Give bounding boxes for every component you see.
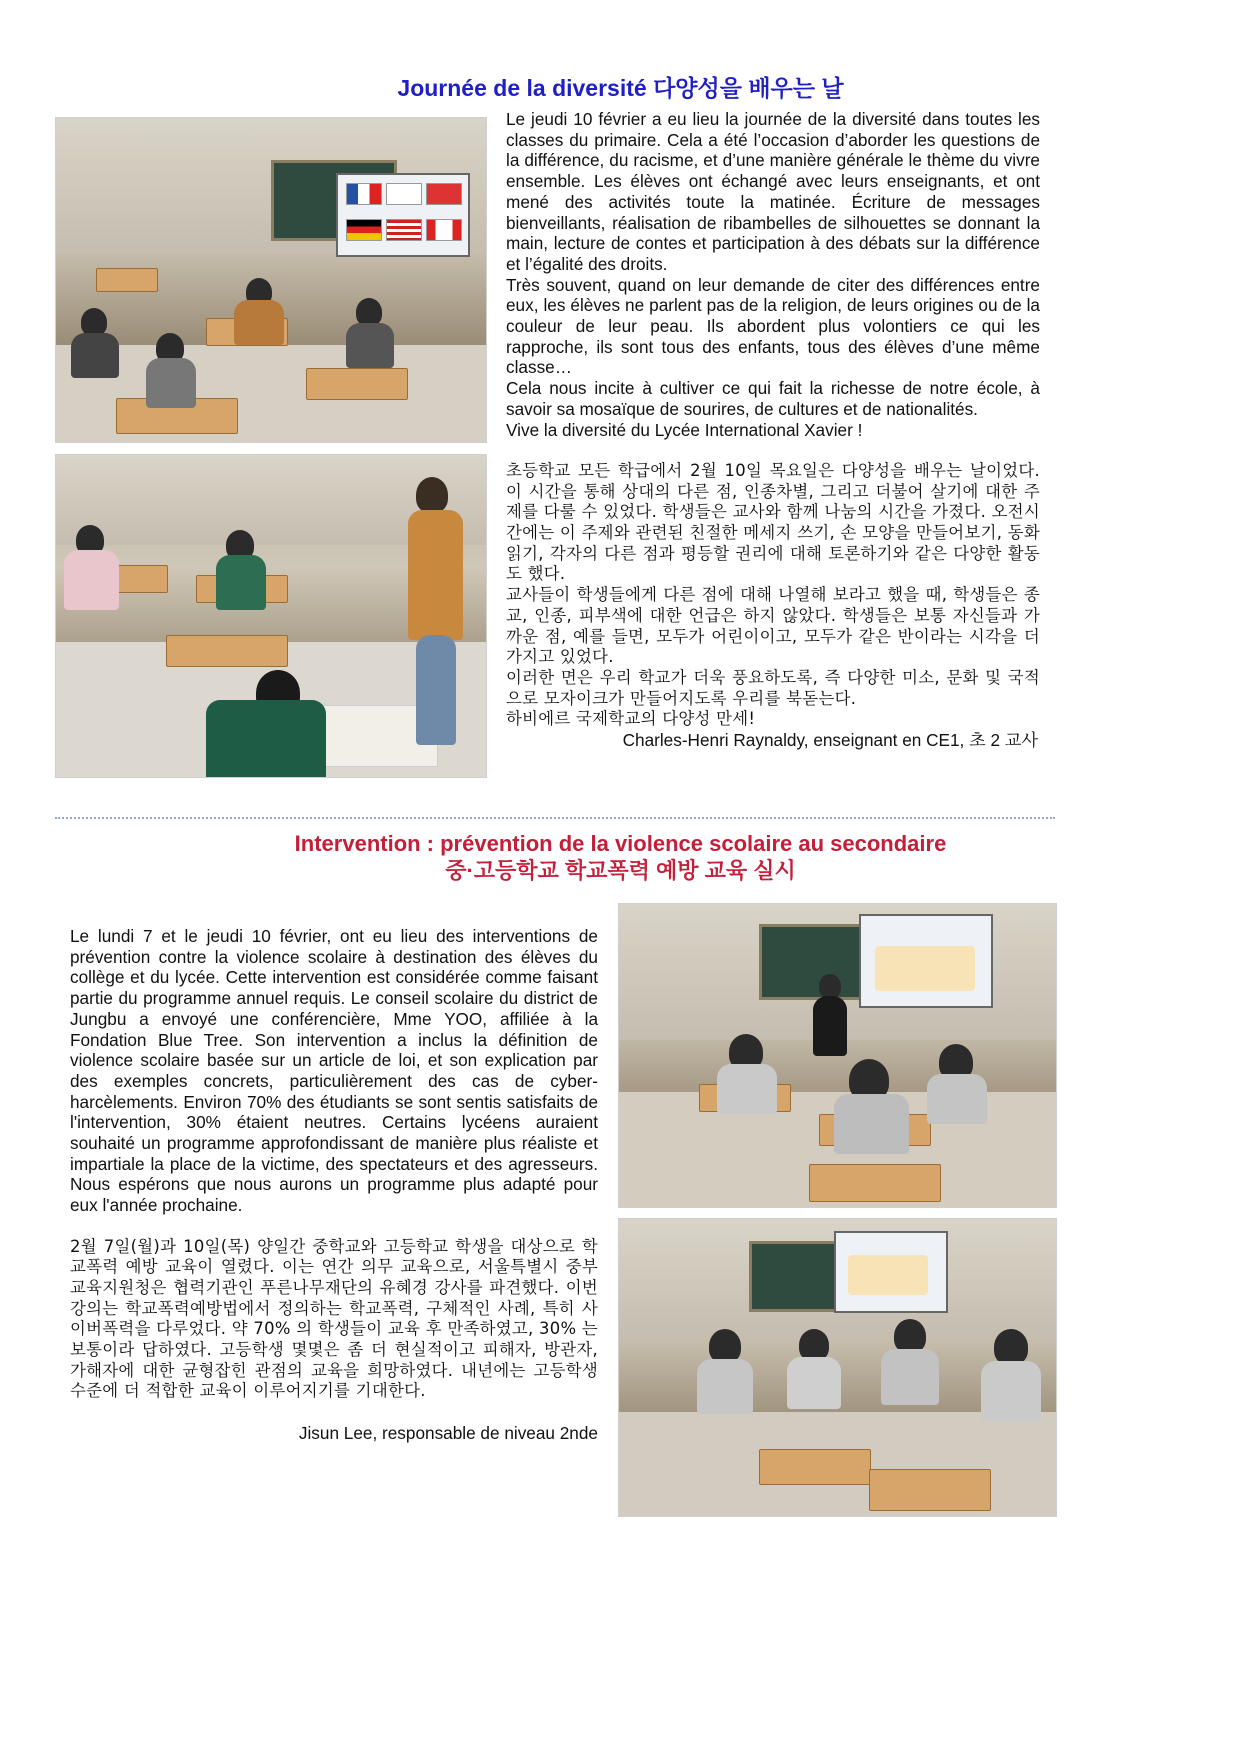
section-divider (55, 817, 1055, 819)
section1-title: Journée de la diversité 다양성을 배우는 날 (397, 75, 844, 101)
section2-title-kr: 중·고등학교 학교폭력 예방 교육 실시 (445, 858, 796, 883)
section2-fr-paragraph: Le lundi 7 et le jeudi 10 février, ont eu lieu des interventions de prévention contre la violence scolaire à destination des élèves du collège et du lycée. Cette intervention est considérée comme faisant partie du programme annuel requis. Le conseil scolaire du district de Jungbu a envoyé une conférencière, Mme YOO, affiliée à la Fondation Blue Tree. Son intervention a inclus la définition de violence scolaire basée sur un article de loi, et son explication par des exemples concrets, particulièrement des cas de cyber-harcèlements. Environ 70% des étudiants se sont sentis satisfaits de l'intervention, 30% étaient neutres. Certains lycéens auraient souhaité un programme approfondissant de manière plus réaliste et impartiale la place de la victime, des spectateurs et des agresseurs. Nous espérons que nous aurons un programme plus adapté pour eux l'année prochaine. (70, 926, 598, 1216)
section1-signature: Charles-Henri Raynaldy, enseignant en CE1, 초 2 교사 (622, 730, 1038, 751)
classroom-flags-photo (55, 117, 487, 443)
section1-fr-paragraph-2: Très souvent, quand on leur demande de citer des différences entre eux, les élèves ne parlent pas de la religion, de leurs origines ou de la couleur de leur peau. Ils abordent plus volontiers ce qui les rapproche, ils sont tous des enfants, tous des élèves d’une même classe… (506, 274, 1040, 378)
section1-kr-paragraph-2: 교사들이 학생들에게 다른 점에 대해 나열해 보라고 했을 때, 학생들은 종교, 인종, 피부색에 대한 언급은 하지 않았다. 학생들은 보통 자신들과 가까운 점, 예를 들면, 모두가 어린이이고, 모두가 같은 반이라는 시각을 더 가지고 있었다. (506, 585, 1040, 667)
section2-title (0, 830, 1241, 884)
section1-kr-paragraph-4: 하비에르 국제학교의 다양성 만세! (506, 709, 756, 729)
section1-kr-paragraph-1: 초등학교 모든 학급에서 2월 10일 목요일은 다양성을 배우는 날이었다. 이 시간을 통해 상대의 다른 점, 인종차별, 그리고 더불어 살기에 대한 주제를 다룰 수 있었다. 학생들은 교사와 함께 나눔의 시간을 가졌다. 오전시간에는 이 주제와 관련된 친절한 메세지 쓰기, 손 모양을 만들어보기, 동화 읽기, 각자의 다른 점과 평등할 권리에 대해 토론하기와 같은 다양한 활동도 했다. (506, 460, 1040, 584)
section2-kr-paragraph: 2월 7일(월)과 10일(목) 양일간 중학교와 고등학교 학생을 대상으로 학교폭력 예방 교육이 열렸다. 이는 연간 의무 교육으로, 서울특별시 중부교육지원청은 협력기관인 푸른나무재단의 유혜경 강사를 파견했다. 이번 강의는 학교폭력예방법에서 정의하는 학교폭력, 구체적인 사례, 특히 사이버폭력을 다루었다. 약 70% 의 학생들이 교육 후 만족하였고, 30% 는 보통이라 답하였다. 고등학생 몇몇은 좀 더 현실적이고 피해자, 방관자, 가해자에 대한 균형잡힌 관점의 교육을 희망하였다. 내년에는 고등학생 수준에 더 적합한 교육이 이루어지기를 기대한다. (70, 1236, 598, 1401)
section1-text (506, 109, 1040, 751)
students-writing-photo (55, 454, 487, 778)
section1-fr-paragraph-4: Vive la diversité du Lycée International Xavier ! (506, 419, 863, 440)
students-heart-gesture-photo (618, 1218, 1057, 1517)
section2-text (70, 926, 598, 1444)
lecture-presentation-photo (618, 903, 1057, 1208)
section1-kr-paragraph-3: 이러한 면은 우리 학교가 더욱 풍요하도록, 즉 다양한 미소, 문화 및 국적으로 모자이크가 만들어지도록 우리를 북돋는다. (506, 667, 1040, 708)
section2-signature: Jisun Lee, responsable de niveau 2nde (298, 1422, 598, 1443)
section1-fr-paragraph-3: Cela nous incite à cultiver ce qui fait la richesse de notre école, à savoir sa mosaïque de sourires, de cultures et de nationalités. (506, 378, 1040, 419)
section1-fr-paragraph-1: Le jeudi 10 février a eu lieu la journée de la diversité dans toutes les classes du primaire. Cela a été l’occasion d’aborder les questions de la différence, du racisme, et d’une manière générale le thème du vivre ensemble. Les élèves ont échangé avec leurs enseignants, et ont mené des activités toute la matinée. Écriture de messages bienveillants, réalisation de ribambelles de silhouettes se donnant la main, lecture de contes et participation à des débats sur la différence et l’égalité des droits. (506, 109, 1040, 274)
section2-title-fr: Intervention : prévention de la violence scolaire au secondaire (294, 831, 947, 856)
